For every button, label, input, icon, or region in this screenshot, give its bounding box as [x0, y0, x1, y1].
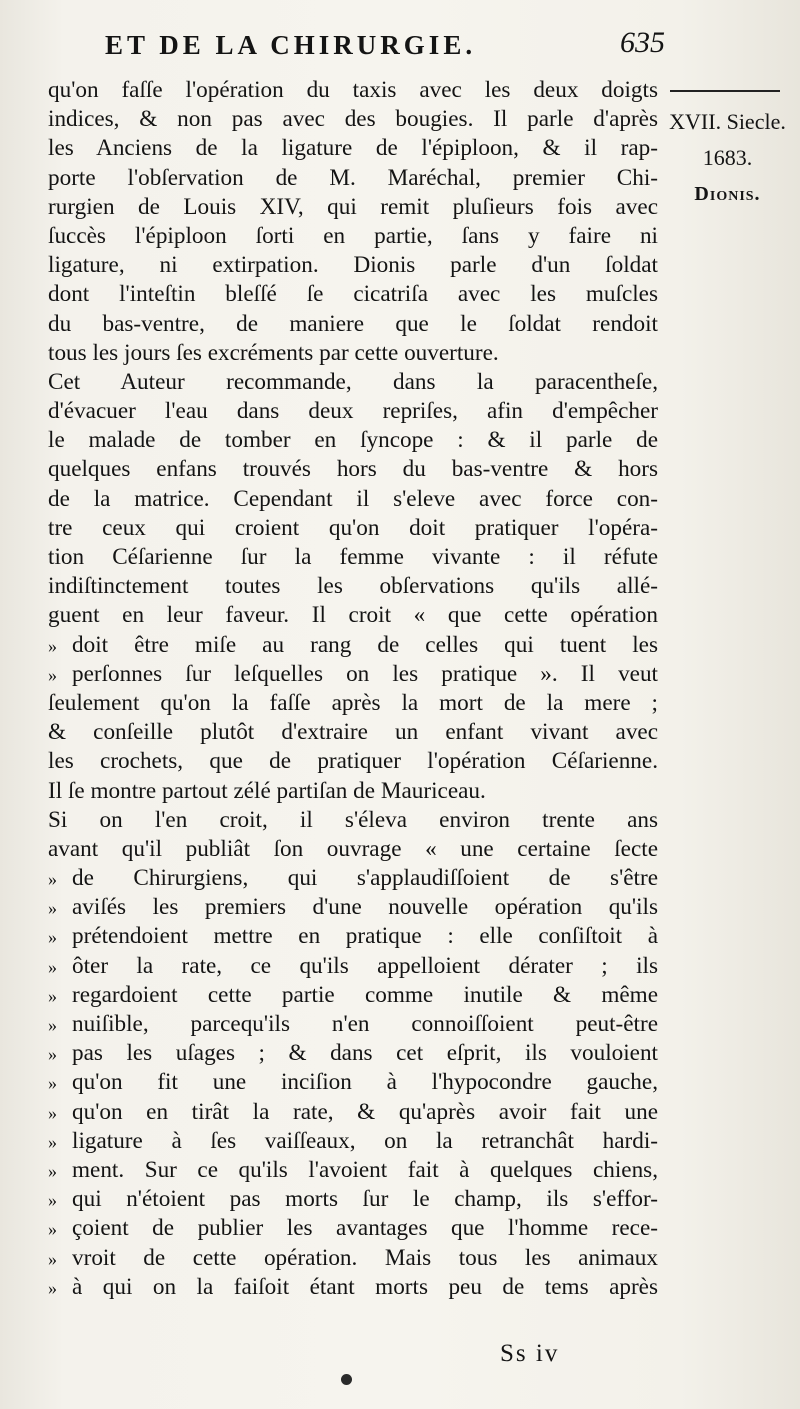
running-head: [105, 26, 665, 66]
text-line: » qu'on fit une inciſion à l'hypocondre gauche,: [48, 1068, 658, 1097]
text-line: indiſtinctement toutes les obſervations qu'ils allé-: [48, 573, 658, 600]
text-line: » qu'on en tirât la rate, & qu'après avoir fait une: [48, 1098, 658, 1127]
text-line: » de Chirurgiens, qui s'applaudiſſoient de s'être: [48, 864, 658, 893]
body-text: [48, 76, 658, 1302]
text-line: le malade de tomber en ſyncope : & il parle de: [48, 427, 658, 454]
text-line: les crochets, que de pratiquer l'opération Céſarienne.: [48, 748, 658, 775]
text-line: » ôter la rate, ce qu'ils appelloient dérater ; ils: [48, 952, 658, 981]
ornament-dot: [341, 1374, 352, 1385]
text-line: Cet Auteur recommande, dans la paracentheſe,: [48, 368, 658, 395]
text-line: tion Céſarienne ſur la femme vivante : il réfute: [48, 544, 658, 570]
text-line: » doit être miſe au rang de celles qui tuent les: [48, 631, 658, 660]
text-line: » regardoient cette partie comme inutile & même: [48, 981, 658, 1010]
text-line: » aviſés les premiers d'une nouvelle opération qu'ils: [48, 893, 658, 922]
margin-author: Dionis.: [694, 183, 761, 205]
text-line: & conſeille plutôt d'extraire un enfant vivant avec: [48, 719, 658, 746]
text-line: d'évacuer l'eau dans deux repriſes, afin d'empêcher: [48, 398, 658, 425]
margin-rule: [670, 90, 780, 92]
text-line: » pas les uſages ; & dans cet eſprit, ils vouloient: [48, 1039, 658, 1068]
text-line: Il ſe montre partout zélé partiſan de Mauriceau.: [48, 777, 486, 804]
text-line: tous les jours ſes excréments par cette ouverture.: [48, 339, 499, 366]
text-line: rurgien de Louis XIV, qui remit pluſieurs fois avec: [48, 193, 658, 220]
text-line: » à qui on la faiſoit étant morts peu de tems après: [48, 1273, 658, 1302]
text-line: les Anciens de la ligature de l'épiploon, & il rap-: [48, 135, 658, 162]
text-line: dont l'inteſtin bleſſé ſe cicatriſa avec les muſcles: [48, 281, 658, 308]
text-line: du bas-ventre, de maniere que le ſoldat rendoit: [48, 310, 658, 337]
text-line: ſuccès l'épiploon ſorti en partie, ſans y faire ni: [48, 222, 658, 249]
text-line: » qui n'étoient pas morts ſur le champ, ils s'effor-: [48, 1185, 658, 1214]
text-line: guent en leur faveur. Il croit « que cette opération: [48, 602, 658, 629]
text-line: quelques enfans trouvés hors du bas-ventre & hors: [48, 456, 658, 483]
text-line: tre ceux qui croient qu'on doit pratiquer l'opéra-: [48, 514, 658, 541]
text-line: » çoient de publier les avantages que l'homme rece-: [48, 1214, 658, 1243]
text-line: indices, & non pas avec des bougies. Il parle d'après: [48, 106, 658, 133]
text-line: ſeulement qu'on la faſſe après la mort de la mere ;: [48, 689, 658, 716]
margin-year: 1683.: [702, 145, 753, 170]
text-line: » nuiſible, parcequ'ils n'en connoiſſoient peut-être: [48, 1010, 658, 1039]
signature-mark: Ss iv: [500, 1340, 560, 1367]
page-number: 635: [620, 26, 665, 59]
text-line: qu'on faſſe l'opération du taxis avec les deux doigts: [48, 77, 658, 103]
text-line: » vroit de cette opération. Mais tous les animaux: [48, 1244, 658, 1273]
text-line: avant qu'il publiât ſon ouvrage « une certaine ſecte: [48, 835, 658, 862]
margin-notes: [665, 104, 790, 212]
text-line: » perſonnes ſur leſquelles on les pratique ». Il veut: [48, 660, 658, 689]
text-line: ligature, ni extirpation. Dionis parle d'un ſoldat: [48, 252, 658, 279]
text-line: porte l'obſervation de M. Maréchal, premier Chi-: [48, 164, 658, 191]
running-head-title: ET DE LA CHIRURGIE.: [105, 30, 477, 60]
text-line: Si on l'en croit, il s'éleva environ trente ans: [48, 806, 658, 833]
margin-century: XVII. Siecle.: [669, 109, 786, 134]
text-line: » prétendoient mettre en pratique : elle conſiſtoit à: [48, 922, 658, 951]
text-line: de la matrice. Cependant il s'eleve avec force con-: [48, 485, 658, 512]
text-line: » ment. Sur ce qu'ils l'avoient fait à quelques chiens,: [48, 1156, 658, 1185]
text-line: » ligature à ſes vaiſſeaux, on la retranchât hardi-: [48, 1127, 658, 1156]
